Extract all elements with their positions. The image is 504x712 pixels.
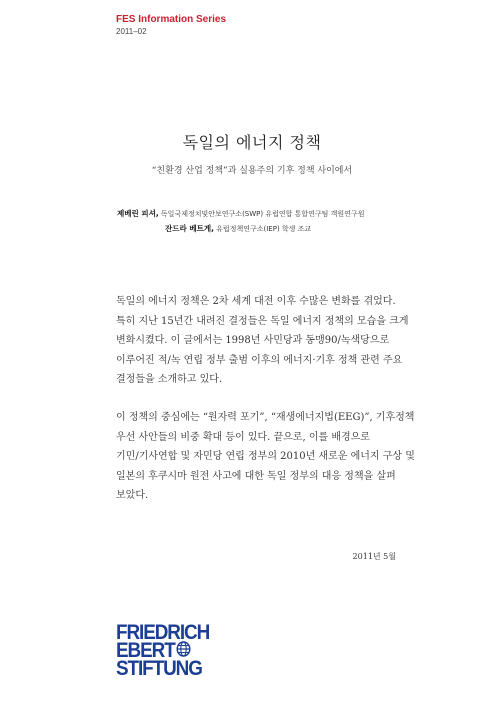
abstract-paragraph-2 xyxy=(116,408,415,506)
document-title: 독일의 에너지 정책 xyxy=(182,133,322,152)
fes-logo xyxy=(116,621,220,680)
series-name: FES Information Series xyxy=(116,14,227,25)
author-line xyxy=(165,223,311,234)
text-line: 우선 사안들의 비중 확대 등이 있다. 끝으로, 이를 배경으로 xyxy=(116,431,370,443)
author-name: 잔드라 베트게, xyxy=(165,224,214,233)
text-line: 특히 지난 15년간 내려진 결정들은 독일 에너지 정책의 모습을 크게 xyxy=(116,315,409,327)
author-affiliation: 유럽정책연구소(IEP) 학생 조교 xyxy=(216,225,312,233)
logo-line-1: FRIEDRICH xyxy=(116,621,210,644)
series-number: 2011–02 xyxy=(116,27,147,36)
logo-line-2: EBERT xyxy=(116,639,175,662)
text-line: 보았다. xyxy=(116,490,149,502)
text-line: 이루어진 적/녹 연립 정부 출범 이후의 에너지·기후 정책 관련 주요 xyxy=(116,354,403,366)
author-affiliation: 독일국제정치및안보연구소(SWP) 유럽연합 통합연구팀 객원연구원 xyxy=(160,210,365,218)
author-name: 제베린 피셔, xyxy=(117,209,159,218)
author-line xyxy=(117,208,364,219)
text-line: 일본의 후쿠시마 원전 사고에 대한 독일 정부의 대응 정책을 살펴 xyxy=(116,470,396,482)
logo-line-3: STIFTUNG xyxy=(116,657,202,680)
text-line: 결정들을 소개하고 있다. xyxy=(116,374,223,386)
text-line: 변화시켰다. 이 글에서는 1998년 사민당과 동맹90/녹색당으로 xyxy=(116,335,390,347)
series-header xyxy=(116,14,226,37)
text-line: 기민/기사연합 및 자민당 연립 정부의 2010년 새로운 에너지 구상 및 xyxy=(116,451,415,463)
globe-icon xyxy=(176,641,190,657)
text-line: 이 정책의 중심에는 “원자력 포기”, “재생에너지법(EEG)”, 기후정책 xyxy=(116,412,415,423)
text-line: 독일의 에너지 정책은 2차 세계 대전 이후 수많은 변화를 겪었다. xyxy=(116,296,396,307)
publication-date: 2011년 5월 xyxy=(352,552,396,561)
document-subtitle: “친환경 산업 정책”과 실용주의 기후 정책 사이에서 xyxy=(151,166,353,176)
abstract-paragraph-1 xyxy=(116,292,409,390)
